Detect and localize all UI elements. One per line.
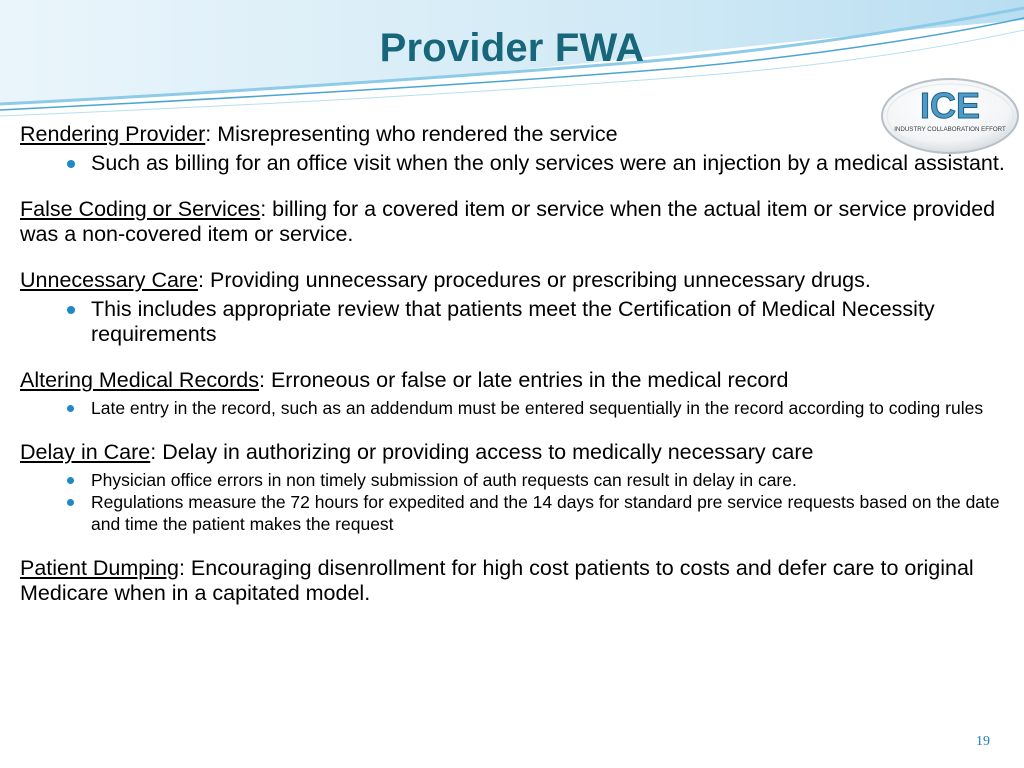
bullet-list — [20, 397, 1010, 419]
section-term: Rendering Provider — [20, 122, 206, 146]
section-term: Unnecessary Care — [20, 268, 199, 292]
section-term: Patient Dumping — [20, 556, 179, 580]
page-number: 19 — [976, 734, 990, 749]
bullet-text: Regulations measure the 72 hours for expedited and the 14 days for standard pre service requests based on the date and time the patient makes the request — [91, 492, 1000, 534]
section-block — [20, 368, 1010, 419]
section-block — [20, 122, 1010, 176]
slide-title: Provider FWA — [379, 26, 645, 70]
bullet-text: Physician office errors in non timely submission of auth requests can result in delay in care. — [91, 470, 797, 490]
bullet-dot-icon — [67, 160, 75, 168]
logo-text: ICE — [919, 85, 981, 126]
bullet-list — [20, 297, 1010, 347]
bullet-dot-icon — [67, 477, 74, 484]
bullet-dot-icon — [67, 405, 74, 412]
section-description: : Misrepresenting who rendered the service — [205, 122, 618, 146]
section-heading — [20, 122, 1010, 147]
bullet-dot-icon — [67, 306, 75, 314]
bullet-item — [20, 297, 1010, 347]
bullet-list — [20, 469, 1010, 535]
bullet-text: This includes appropriate review that patients meet the Certification of Medical Necessity requirements — [91, 297, 935, 346]
bullet-dot-icon — [67, 499, 74, 506]
bullet-item — [20, 491, 1010, 535]
bullet-text: Late entry in the record, such as an addendum must be entered sequentially in the record according to coding rules — [91, 398, 984, 418]
section-block — [20, 197, 1010, 247]
section-block — [20, 440, 1010, 535]
section-heading — [20, 556, 1010, 606]
section-description: : Providing unnecessary procedures or prescribing unnecessary drugs. — [198, 268, 871, 292]
section-term: Delay in Care — [20, 440, 151, 464]
section-heading — [20, 197, 1010, 247]
section-term: Altering Medical Records — [20, 368, 259, 392]
section-description: : Erroneous or false or late entries in the medical record — [259, 368, 789, 392]
section-description: : billing for a covered item or service when the actual item or service provided was a non-covered item or service. — [20, 197, 996, 246]
bullet-list — [20, 151, 1010, 176]
section-description: : Encouraging disenrollment for high cost patients to costs and defer care to original Medicare when in a capitated model. — [20, 556, 974, 605]
slide-content — [20, 122, 1010, 627]
section-heading — [20, 268, 1010, 293]
section-block — [20, 268, 1010, 347]
section-heading — [20, 440, 1010, 465]
bullet-item — [20, 151, 1010, 176]
section-description: : Delay in authorizing or providing access to medically necessary care — [150, 440, 814, 464]
section-term: False Coding or Services — [20, 197, 261, 221]
section-heading — [20, 368, 1010, 393]
bullet-item — [20, 397, 1010, 419]
bullet-text: Such as billing for an office visit when the only services were an injection by a medical assistant. — [91, 151, 1005, 175]
bullet-item — [20, 469, 1010, 491]
logo-subtext: INDUSTRY COLLABORATION EFFORT — [894, 126, 1006, 133]
section-block — [20, 556, 1010, 606]
